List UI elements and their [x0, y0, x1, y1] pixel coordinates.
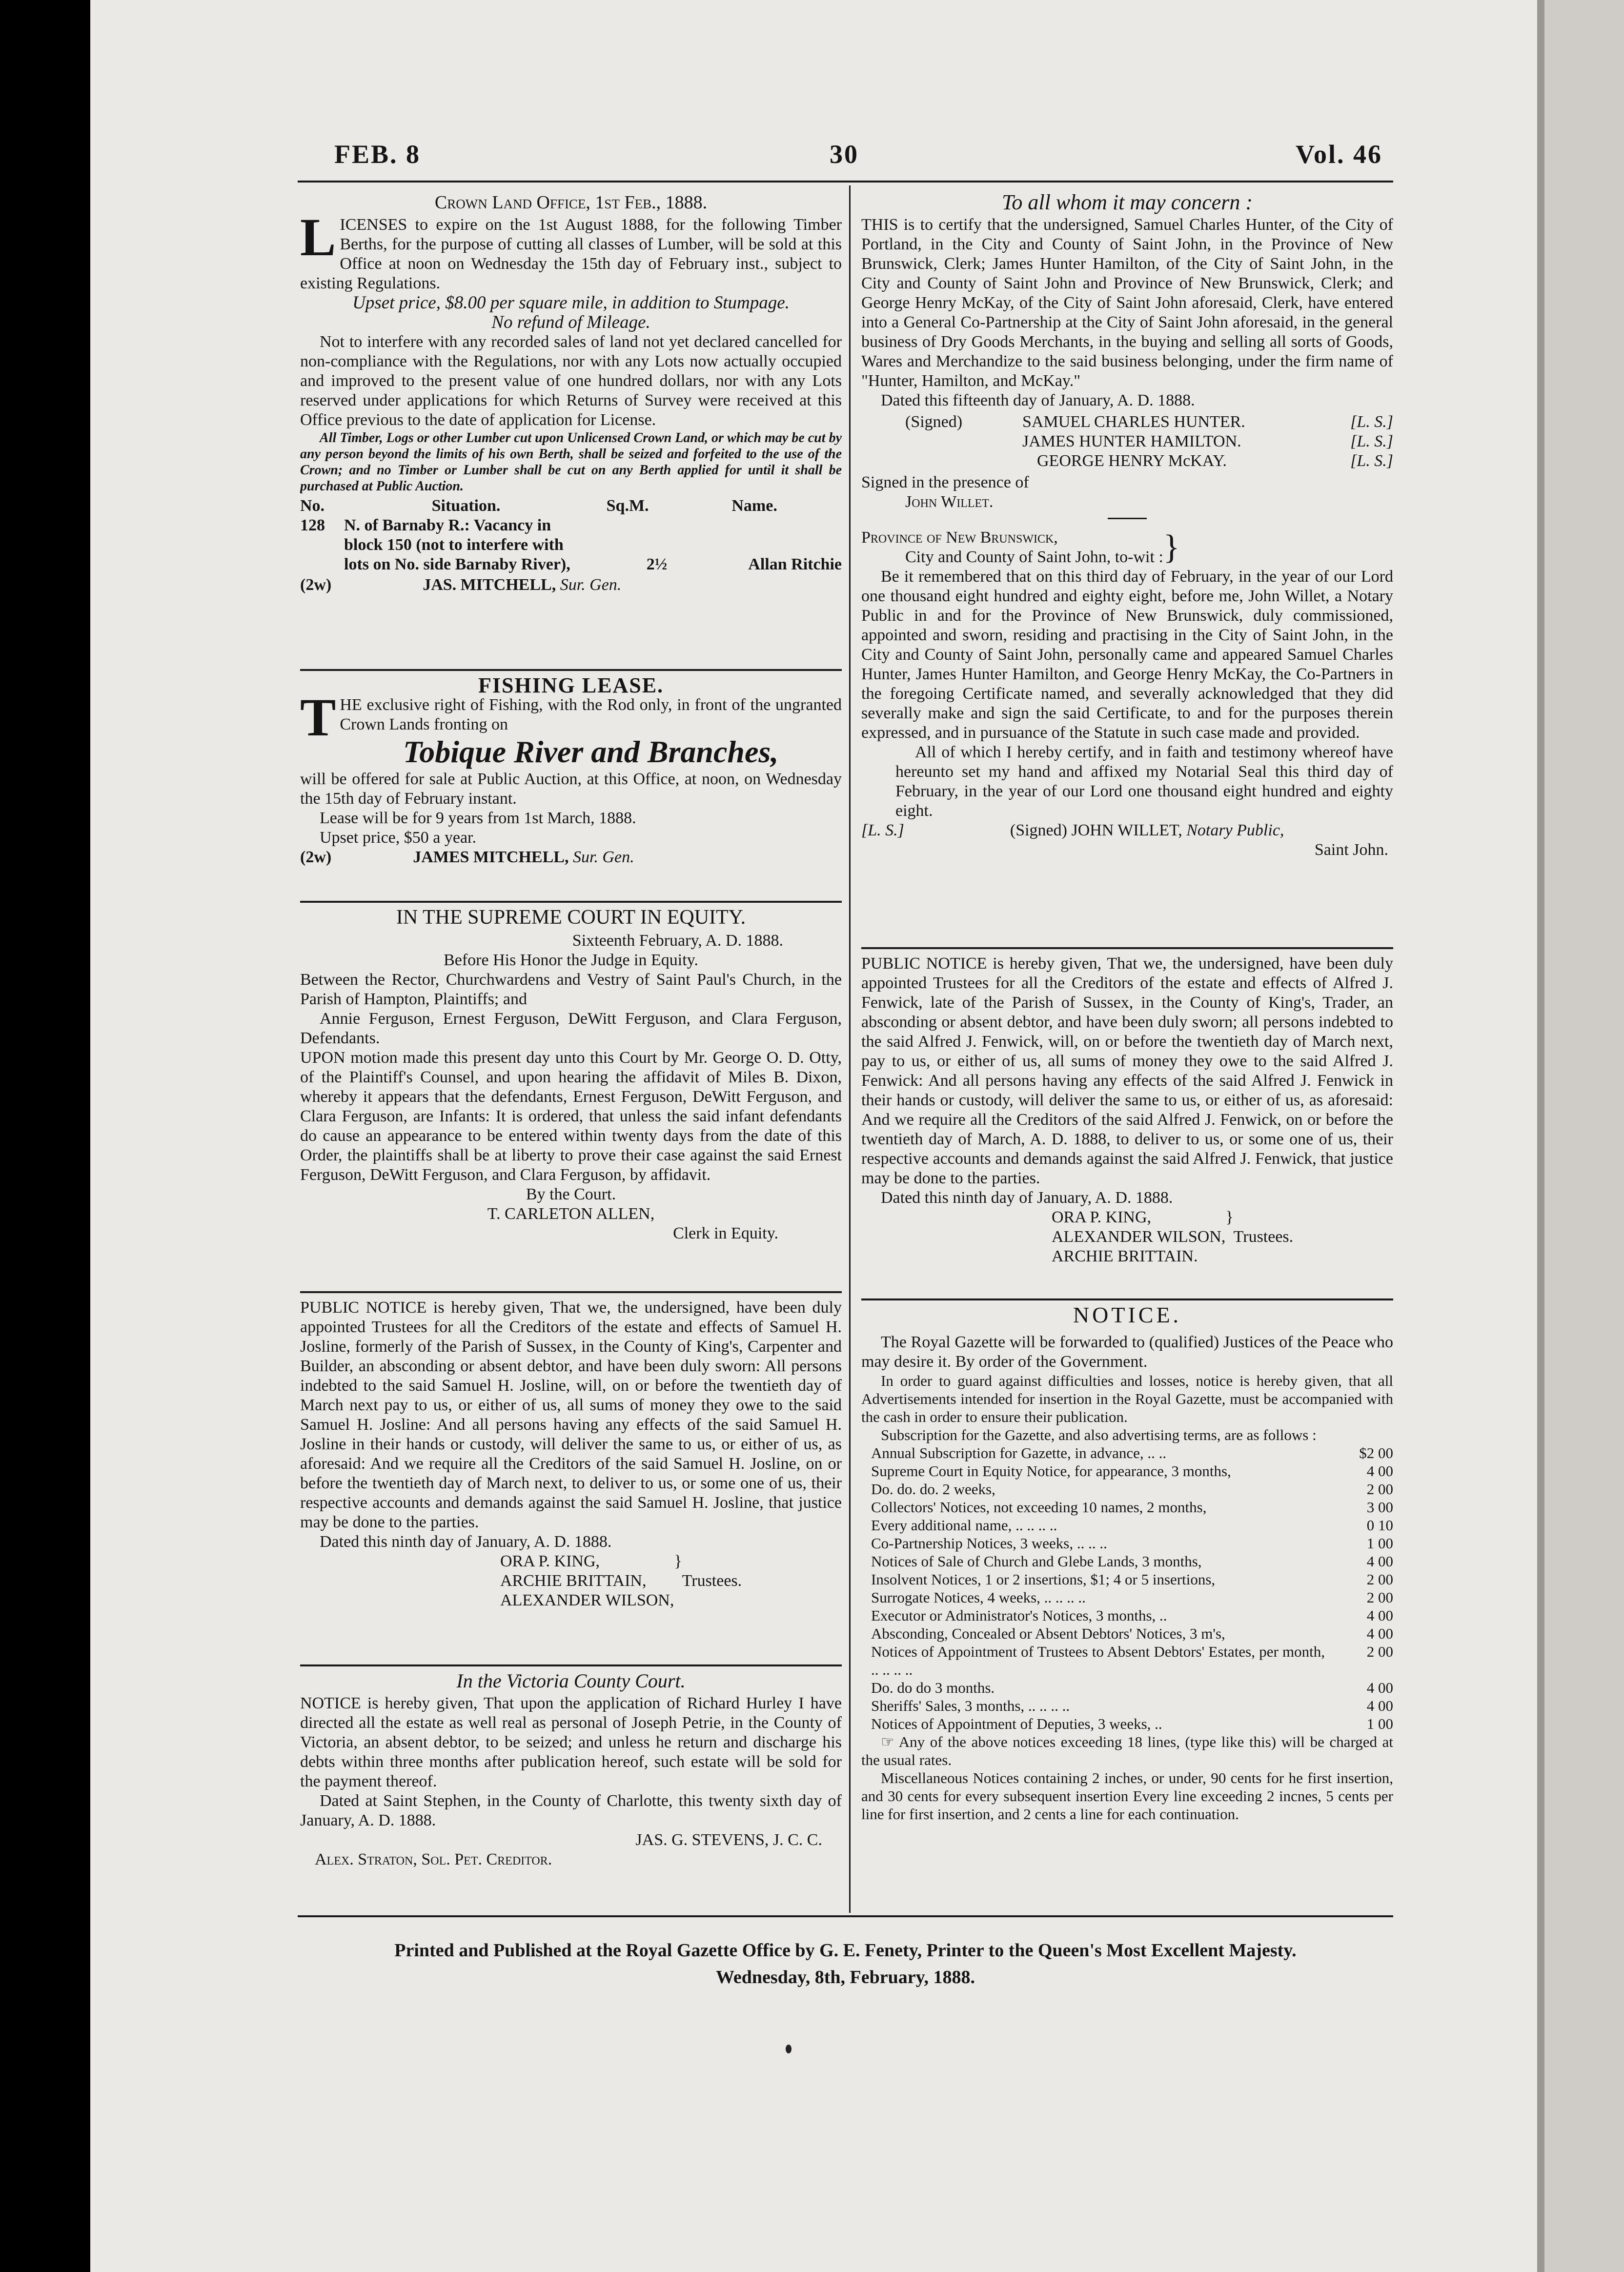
tobique-river-heading: Tobique River and Branches, — [403, 734, 779, 769]
supreme-court-before: Before His Honor the Judge in Equity. — [444, 951, 698, 969]
partnership-dated: Dated this fifteenth day of January, A. D. 1888. — [881, 391, 1195, 409]
fee-amount: 4 00 — [1366, 1607, 1393, 1624]
timber-berth-table — [300, 496, 842, 574]
fee-table — [861, 1444, 1393, 1733]
partner-signature: SAMUEL CHARLES HUNTER. — [1022, 413, 1245, 431]
fee-row — [861, 1624, 1393, 1643]
notary-acknowledgement: Be it remembered that on this third day of February, in the year of our Lord one thousand eight hundred and eighty eight, before me, John Willet, a Notary Public in and for the Province of New Brunswick, duly commissioned, appointed and sworn, residing and practising in the City of Saint John, in the City and County of Saint John, personally came and appeared Samuel Charles Hunter, James Hunter Hamilton, and George Henry McKay, the Co-Partners in the foregoing Certificate named, and severally acknowledged that they did severally make and sign the said Certificate, to and for the purposes therein expressed, and in pursuance of the Statute in such case made and provided. — [861, 568, 1393, 742]
notary-title: Notary Public, — [1186, 821, 1284, 839]
partnership-title: To all whom it may concern : — [1001, 193, 1253, 214]
fee-row — [861, 1498, 1393, 1516]
supreme-court-notice — [300, 908, 842, 1288]
partnership-presence: Signed in the presence of — [861, 473, 1029, 491]
supreme-court-date: Sixteenth February, A. D. 1888. — [572, 932, 783, 950]
victoria-title: In the Victoria County Court. — [456, 1671, 686, 1692]
notary-signed-label: (Signed) — [1010, 821, 1067, 839]
victoria-judge: JAS. G. STEVENS, J. C. C. — [635, 1831, 822, 1849]
supreme-court-by: By the Court. — [526, 1185, 616, 1203]
supreme-court-body: UPON motion made this present day unto this Court by Mr. George O. D. Otty, of the Plaintiff's Counsel, and upon hearing the affidavit of Miles B. Dixon, whereby it appears that the defendants, Ernest Ferguson, DeWitt Ferguson, and Clara Ferguson, are Infants: It is ordered, that unless the said infant defendants do cause an appearance to be entered within twenty days from the date of this Order, the plaintiffs shall be at liberty to prove their case against the said Ernest Ferguson, DeWitt Ferguson, and Clara Ferguson, by affidavit. — [300, 1049, 842, 1184]
fee-row — [861, 1552, 1393, 1570]
notice-extra: ☞ Any of the above notices exceeding 18 lines, (type like this) will be charged at the usual rates. — [861, 1733, 1393, 1768]
col-header-no: No. — [300, 497, 325, 515]
fee-amount: 2 00 — [1366, 1589, 1393, 1606]
jurisdiction — [861, 528, 1180, 567]
trustees-label: Trustees. — [682, 1572, 742, 1590]
crown-land-intro: LICENSES to expire on the 1st August 1888, for the following Timber Berths, for the purpose of cutting all classes of Lumber, will be sold at this Office at noon on Wednesday the 15th day of February inst., subject to existing Regulations. — [300, 207, 842, 292]
berth-situation: N. of Barnaby R.: Vacancy in block 150 (not to interfere with lots on No. side Barnaby River), — [344, 516, 570, 573]
fee-row — [861, 1462, 1393, 1480]
fee-item: Annual Subscription for Gazette, in advance, .. .. — [871, 1444, 1167, 1461]
fee-amount: 2 00 — [1366, 1481, 1393, 1498]
fee-item: Insolvent Notices, 1 or 2 insertions, $1; 4 or 5 insertions, — [871, 1571, 1216, 1588]
trustee-name: ALEXANDER WILSON, — [1052, 1228, 1226, 1246]
fee-item: Do. do do 3 months. — [871, 1679, 995, 1696]
trustees-label: Trustees. — [1233, 1228, 1294, 1246]
divider — [861, 1298, 1393, 1300]
notice-advertisements: In order to guard against difficulties and losses, notice is hereby given, that all Advertisements intended for insertion in the Royal Gazette, must be accompanied with the cash in order to ensure their publication. — [861, 1372, 1393, 1425]
notice-miscellaneous: Miscellaneous Notices containing 2 inches, or under, 90 cents for he first insertion, and 30 cents for every subsequent insertion Every line exceeding 2 incnes, 5 cents per line for first insertion, and 2 cents a line for each continuation. — [861, 1769, 1393, 1823]
fee-amount: 1 00 — [1366, 1715, 1393, 1732]
header-date: FEB. 8 — [334, 140, 421, 169]
fenwick-trustee-notice — [861, 954, 1393, 1296]
fee-row — [861, 1570, 1393, 1588]
col-header-sqm: Sq.M. — [606, 497, 649, 515]
partner-signature: GEORGE HENRY McKAY. — [1037, 452, 1227, 470]
dropcap-t: T — [300, 688, 336, 747]
fee-item: Surrogate Notices, 4 weeks, .. .. .. .. — [871, 1589, 1086, 1606]
berth-sqm: 2½ — [646, 555, 668, 573]
city-county: City and County of Saint John, to-wit : — [905, 548, 1163, 566]
josline-dated: Dated this ninth day of January, A. D. 1888. — [320, 1533, 612, 1551]
divider — [300, 1664, 842, 1666]
divider — [300, 1291, 842, 1293]
fee-amount: 4 00 — [1366, 1679, 1393, 1696]
supreme-court-parties: Between the Rector, Churchwardens and Vestry of Saint Paul's Church, in the Parish of Hampton, Plaintiffs; and — [300, 971, 842, 1008]
crown-land-no-refund: No refund of Mileage. — [491, 312, 650, 332]
fee-amount: 3 00 — [1366, 1499, 1393, 1516]
partnership-signatures — [861, 412, 1393, 471]
notary-signature-line — [861, 821, 1393, 840]
short-divider — [1108, 518, 1147, 519]
crown-land-upset-price: Upset price, $8.00 per square mile, in addition to Stumpage. — [352, 293, 790, 313]
fee-item: Absconding, Concealed or Absent Debtors' Notices, 3 m's, — [871, 1625, 1225, 1642]
notice-subscription-intro: Subscription for the Gazette, and also advertising terms, are as follows : — [881, 1426, 1317, 1443]
imprint-date: Wednesday, 8th, February, 1888. — [716, 1967, 975, 1988]
fenwick-dated: Dated this ninth day of January, A. D. 1888. — [881, 1189, 1173, 1207]
footer-rule — [298, 1915, 1393, 1917]
fee-row — [861, 1715, 1393, 1733]
column-divider — [849, 185, 851, 1913]
fishing-signature: JAMES MITCHELL, — [413, 848, 569, 866]
partner-signature: JAMES HUNTER HAMILTON. — [1022, 432, 1241, 450]
fenwick-trustees — [1052, 1208, 1293, 1266]
fishing-lease-upset: Upset price, $50 a year. — [320, 829, 476, 847]
fee-item: Notices of Sale of Church and Glebe Lands, 3 months, — [871, 1553, 1202, 1570]
fee-row — [861, 1606, 1393, 1624]
notice-title: NOTICE. — [1073, 1305, 1182, 1327]
col-header-situation: Situation. — [431, 497, 501, 515]
trustee-name: ARCHIE BRITTAIN, — [500, 1572, 647, 1590]
partnership-body: THIS is to certify that the undersigned, Samuel Charles Hunter, of the City of Portland, in the City and County of Saint John, in the Province of New Brunswick, Clerk; James Hunter Hamilton, of the City of Saint John, in the City and County of Saint John and Province of New Brunswick, Clerk; and George Henry McKay, of the City of Saint John aforesaid, Clerk, have entered into a General Co-Partnership at the City of Saint John aforesaid, in the general business of Dry Goods Merchants, in the buying and selling all sorts of Goods, Wares and Merchandize to the said business belonging, under the firm name of "Hunter, Hamilton, and McKay." — [861, 216, 1393, 390]
fishing-signature-line — [300, 848, 842, 867]
brace: } — [1163, 528, 1180, 566]
berth-number: 128 — [300, 516, 325, 534]
imprint-line: Printed and Published at the Royal Gazette Office by G. E. Fenety, Printer to the Queen's Most Excellent Majesty. — [394, 1940, 1297, 1961]
trustee-name: ORA P. KING, — [1052, 1208, 1152, 1226]
fishing-lease-title: FISHING LEASE. — [478, 676, 664, 697]
josline-trustees — [500, 1552, 742, 1610]
ink-spot — [786, 2045, 792, 2053]
fishing-weeks: (2w) — [300, 848, 332, 866]
fee-item: Do. do. do. 2 weeks, — [871, 1481, 995, 1498]
pointing-hand-icon: ☞ — [881, 1733, 899, 1750]
fee-amount: 2 00 — [1366, 1643, 1393, 1660]
fee-item: Notices of Appointment of Deputies, 3 weeks, .. — [871, 1715, 1162, 1732]
fee-row — [861, 1444, 1393, 1462]
col-header-name: Name. — [731, 497, 777, 515]
fishing-signature-title: Sur. Gen. — [572, 848, 634, 866]
fenwick-body: PUBLIC NOTICE is hereby given, That we, the undersigned, have been duly appointed Trustees for all the Creditors of the estate and effects of Alfred J. Fenwick, late of the Parish of Sussex, in the County of King's, Trader, an absconding or absent debtor, and have been duly sworn; all persons indebted to the said Alfred J. Fenwick, will, on or before the twentieth day of March next, pay to us, or either of us, all sums of money they owe to the said Alfred J. Fenwick: And all persons having any effects of the said Alfred J. Fenwick in their hands or custody, will deliver the same to us, or either of us, as aforesaid: And we require all the Creditors of the said Alfred J. Fenwick, on or before the twentieth day of March, A. D. 1888, to deliver to us, or some one of us, their respective accounts and demands against the said Alfred J. Fenwick, that justice may be done to the parties. — [861, 954, 1393, 1187]
trustee-name: ARCHIE BRITTAIN. — [1052, 1247, 1198, 1265]
seal: [L. S.] — [1350, 432, 1393, 450]
seal: [L. S.] — [1350, 452, 1393, 470]
province: Province of New Brunswick, — [861, 528, 1058, 547]
fee-item: Supreme Court in Equity Notice, for appearance, 3 months, — [871, 1462, 1231, 1480]
crown-land-dateline: Crown Land Office, 1st Feb., 1888. — [434, 193, 708, 213]
josline-trustee-notice — [300, 1298, 842, 1662]
victoria-dated: Dated at Saint Stephen, in the County of Charlotte, this twenty sixth day of January, A. D. 1888. — [300, 1792, 842, 1829]
fee-item: Co-Partnership Notices, 3 weeks, .. .. .. — [871, 1535, 1107, 1552]
supreme-court-signer: T. CARLETON ALLEN, — [487, 1205, 655, 1223]
fee-amount: 4 00 — [1366, 1625, 1393, 1642]
fee-item: Sheriffs' Sales, 3 months, .. .. .. .. — [871, 1697, 1070, 1714]
divider — [300, 901, 842, 903]
crown-land-signature-title: Sur. Gen. — [560, 576, 622, 594]
right-column — [861, 193, 1393, 1857]
fee-amount: 4 00 — [1366, 1697, 1393, 1714]
book-spine — [1544, 0, 1624, 2272]
fee-amount: 1 00 — [1366, 1535, 1393, 1552]
crown-land-warning: All Timber, Logs or other Lumber cut upon Unlicensed Crown Land, or which may be cut by any person beyond the limits of his own Berth, shall be seized and forfeited to the use of the Crown; and no Timber or Lumber shall be cut on any Berth applied for until it shall be purchased at Public Auction. — [300, 430, 842, 494]
fee-row — [861, 1534, 1393, 1552]
victoria-county-notice — [300, 1671, 842, 1896]
header-volume: Vol. 46 — [1296, 140, 1383, 169]
fee-row — [861, 1516, 1393, 1534]
fee-item: Collectors' Notices, not exceeding 10 names, 2 months, — [871, 1499, 1207, 1516]
header-rule — [298, 181, 1393, 183]
notary-name: JOHN WILLET, — [1071, 821, 1182, 839]
trustee-name: ALEXANDER WILSON, — [500, 1591, 674, 1609]
fee-amount: 4 00 — [1366, 1462, 1393, 1480]
victoria-solicitor: Alex. Straton, Sol. Pet. Creditor. — [315, 1850, 552, 1868]
supreme-court-defendants: Annie Ferguson, Ernest Ferguson, DeWitt Ferguson, and Clara Ferguson, Defendants. — [300, 1010, 842, 1047]
fee-row — [861, 1588, 1393, 1606]
fee-item: Notices of Appointment of Trustees to Absent Debtors' Estates, per month, .. .. .. .. — [871, 1643, 1325, 1678]
co-partnership-notice — [861, 193, 1393, 944]
josline-body: PUBLIC NOTICE is hereby given, That we, the undersigned, have been duly appointed Trustees for all the Creditors of the estate and effects of Samuel H. Josline, formerly of the Parish of Sussex, in the County of King's, Carpenter and Builder, an absconding or absent debtor, and have been duly sworn: All persons indebted to the said Samuel H. Josline, will, on or before the twentieth day of March next pay to us, or either of us, all sums of money they owe to the said Samuel H. Josline: And all persons having any effects of the said Samuel H. Josline in their hands or custody, will deliver the same to us, or either of us, as aforesaid: And we require all the Creditors of the said Samuel H. Josline, on or before the twentieth day of March next, to deliver to us, or some one of us, their respective accounts and demands against the said Samuel H. Josline, that justice may be done to the parties. — [300, 1298, 842, 1531]
fishing-lease-term: Lease will be for 9 years from 1st March, 1888. — [320, 809, 636, 827]
fishing-lease-body: will be offered for sale at Public Auction, at this Office, at noon, on Wednesday the 15th day of February instant. — [300, 770, 842, 808]
notary-seal: [L. S.] — [861, 821, 904, 839]
trustee-name: ORA P. KING, — [500, 1552, 600, 1570]
berth-name: Allan Ritchie — [748, 555, 842, 573]
fee-amount: 0 10 — [1366, 1517, 1393, 1534]
fee-item: Executor or Administrator's Notices, 3 months, .. — [871, 1607, 1167, 1624]
notary-place: Saint John. — [1314, 841, 1388, 859]
seal: [L. S.] — [1350, 413, 1393, 431]
brace: } — [674, 1552, 682, 1570]
dropcap-l: L — [300, 207, 336, 267]
brace: } — [1225, 1208, 1234, 1226]
fishing-lease-intro: THE exclusive right of Fishing, with the Rod only, in front of the ungranted Crown Lands fronting on — [300, 688, 842, 747]
fee-amount: 4 00 — [1366, 1553, 1393, 1570]
crown-land-signature-line — [300, 575, 842, 595]
fishing-lease-notice — [300, 676, 842, 898]
fee-row — [861, 1643, 1393, 1679]
partnership-witness: John Willet. — [905, 493, 994, 511]
crown-land-signature: JAS. MITCHELL, — [423, 576, 556, 594]
fee-item: Every additional name, .. .. .. .. — [871, 1517, 1057, 1534]
notary-certify: All of which I hereby certify, and in faith and testimony whereof have hereunto set my hand and affixed my Notarial Seal this third day of February, in the year of our Lord one thousand eight hundred and eighty eight. — [895, 743, 1393, 820]
crown-land-notice — [300, 193, 842, 666]
fee-amount: 2 00 — [1366, 1571, 1393, 1588]
victoria-body: NOTICE is hereby given, That upon the application of Richard Hurley I have directed all the estate as well real as personal of Joseph Petrie, in the County of Victoria, an absent debtor, to be seized; and unless he return and discharge his debts within three months after publication hereof, such estate will be sold for the payment thereof. — [300, 1694, 842, 1790]
fee-row — [861, 1480, 1393, 1498]
crown-land-body: Not to interfere with any recorded sales of land not yet declared cancelled for non-compliance with the Regulations, nor with any Lots now actually occupied and improved to the present value of one hundred dollars, nor with any Lots reserved under applications for which Returns of Survey were received at this Office previous to the date of application for License. — [300, 333, 842, 429]
notice-justices: The Royal Gazette will be forwarded to (qualified) Justices of the Peace who may desire it. By order of the Government. — [861, 1333, 1393, 1371]
header-page-number: 30 — [830, 140, 859, 169]
fee-amount: $2 00 — [1359, 1444, 1393, 1461]
fee-row — [861, 1697, 1393, 1715]
crown-land-weeks: (2w) — [300, 576, 332, 594]
divider — [861, 947, 1393, 949]
left-column — [300, 193, 842, 1896]
signed-label: (Signed) — [905, 413, 963, 431]
supreme-court-title: IN THE SUPREME COURT IN EQUITY. — [396, 908, 746, 929]
supreme-court-signer-title: Clerk in Equity. — [673, 1224, 778, 1242]
gazette-notice — [861, 1305, 1393, 1857]
fee-row — [861, 1679, 1393, 1697]
divider — [300, 669, 842, 671]
